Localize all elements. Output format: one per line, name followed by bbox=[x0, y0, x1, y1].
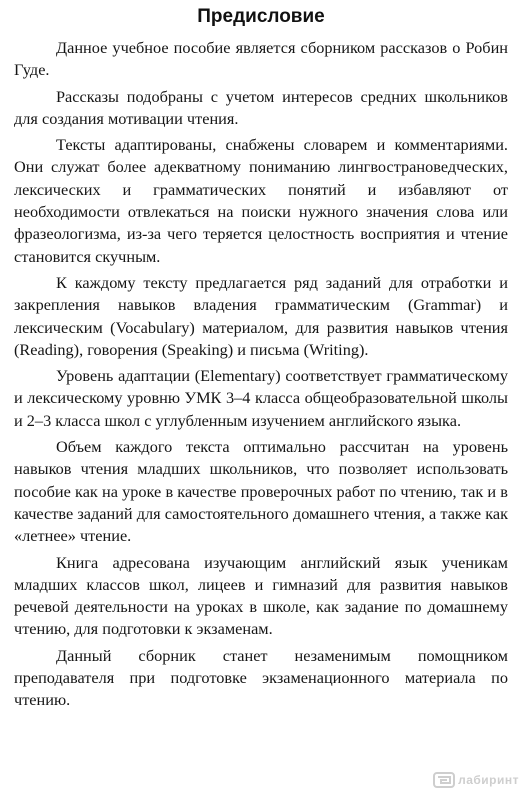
watermark bbox=[433, 772, 519, 788]
labyrinth-logo-icon bbox=[433, 772, 455, 788]
paragraph-5: Уровень адаптации (Elementary) соответствует грамматическому и лексическому уровню УМК 3–4 класса общеобразовательной школы и 2–3 класса школ с углубленным изучением английского языка. bbox=[14, 366, 508, 430]
watermark-text: лабиринт bbox=[458, 773, 519, 787]
paragraph-6: Объем каждого текста оптимально рассчитан на уровень навыков чтения младших школьников, что позволяет использовать пособие как на уроке в качестве проверочных работ по чтению, так и в качестве заданий для самостоятельного домашнего чтения, а также как «летнее» чтение. bbox=[14, 437, 508, 546]
paragraph-4: К каждому тексту предлагается ряд заданий для отработки и закрепления навыков владения грамматическим (Grammar) и лексическим (Vocabulary) материалом, для развития навыков чтения (Reading), говорения (Speaking) и письма (Writing). bbox=[14, 272, 508, 359]
paragraph-1: Данное учебное пособие является сборником рассказов о Робин Гуде. bbox=[14, 38, 508, 80]
page-title: Предисловие bbox=[197, 6, 325, 27]
paragraph-3: Тексты адаптированы, снабжены словарем и комментариями. Они служат более адекватному пониманию лингвострановедческих, лексических и грамматических понятий и избавляют от необходимости отвлекаться на поиски нужного значения слова или фразеологизма, из-за чего теряется целостность восприятия и чтение становится скучным. bbox=[14, 135, 508, 266]
paragraph-7: Книга адресована изучающим английский язык ученикам младших классов школ, лицеев и гимназий для развития навыков речевой деятельности на уроках в школе, как задание по домашнему чтению, для подготовки к экзаменам. bbox=[14, 552, 508, 639]
paragraph-2: Рассказы подобраны с учетом интересов средних школьников для создания мотивации чтения. bbox=[14, 86, 508, 128]
paragraph-8: Данный сборник станет незаменимым помощником преподавателя при подготовке экзаменационного материала по чтению. bbox=[14, 645, 508, 710]
